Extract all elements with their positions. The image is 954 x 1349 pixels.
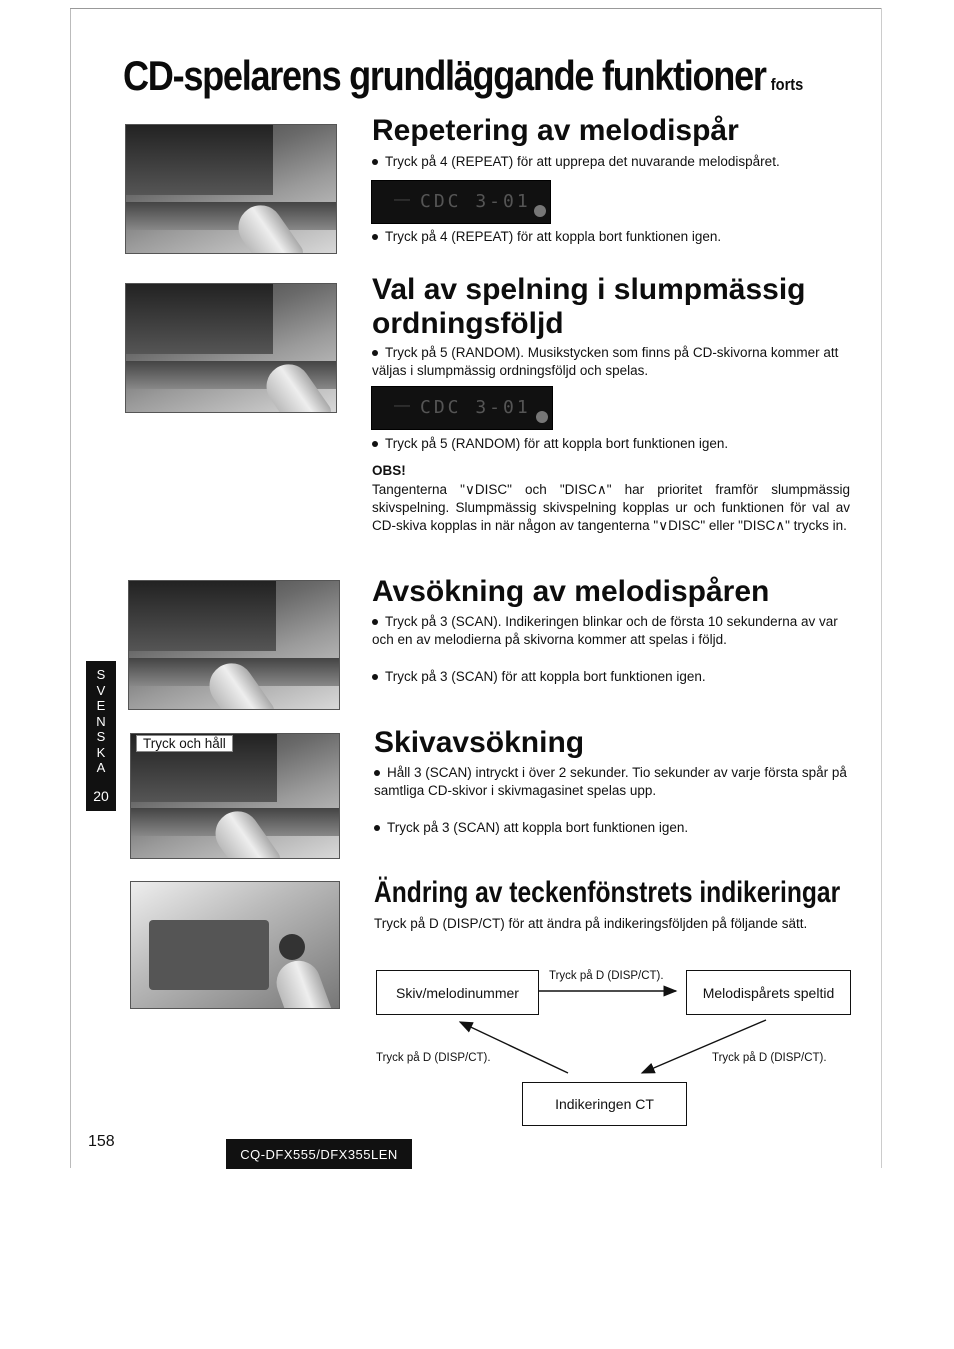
random-bullet-1: Tryck på 5 (RANDOM). Musikstycken som finns på CD-skivorna kommer att väljas i slumpmässig ordningsföljd och spelas. xyxy=(372,345,839,378)
side-tab-number: 20 xyxy=(93,788,109,804)
scan-bullet-2: Tryck på 3 (SCAN) för att koppla bort funktionen igen. xyxy=(372,668,852,686)
arrow-up-left-icon xyxy=(460,1022,568,1073)
obs-text: Tangenterna "∨DISC" och "DISC∧" har prioritet framför slumpmässig skivspelning. Slumpmässig skivspelning kopplas ur och funktionen för val av CD-skiva kopplas in när någon av tangenterna "∨DISC" eller "DISC∧" trycks in. xyxy=(372,482,850,533)
random-heading-line-2: ordningsföljd xyxy=(372,307,564,340)
obs-label: OBS! xyxy=(372,463,406,478)
arrow-label-top: Tryck på D (DISP/CT). xyxy=(549,970,664,982)
page-number: 158 xyxy=(88,1133,115,1150)
random-lcd-display: — CDC 3-01 xyxy=(371,386,553,430)
language-side-tab: S V E N S K A 20 xyxy=(86,661,116,811)
arrow-label-left: Tryck på D (DISP/CT). xyxy=(376,1052,491,1064)
repeat-lcd-display: — CDC 3-01 xyxy=(371,180,551,224)
lcd-text: CDC 3-01 xyxy=(420,397,531,418)
press-hold-label: Tryck och håll xyxy=(136,735,233,752)
box-ct-indicator: Indikeringen CT xyxy=(522,1082,687,1126)
scan-bullet-1: Tryck på 3 (SCAN). Indikeringen blinkar och de första 10 sekunderna av var och en av melodierna på skivorna kommer att spelas i följd. xyxy=(372,614,838,647)
arrow-label-right: Tryck på D (DISP/CT). xyxy=(712,1052,827,1064)
page-title-text: CD-spelarens grundläggande funktioner xyxy=(123,52,766,99)
display-heading: Ändring av teckenfönstrets indikeringar xyxy=(374,876,841,909)
disc-scan-heading: Skivavsökning xyxy=(374,726,585,759)
lcd-text: CDC 3-01 xyxy=(420,191,531,212)
random-bullet-2: Tryck på 5 (RANDOM) för att koppla bort funktionen igen. xyxy=(372,435,852,453)
disc-scan-bullet-1: Håll 3 (SCAN) intryckt i över 2 sekunder. Tio sekunder av varje första spår på samtliga CD-skivor i skivmagasinet spelas upp. xyxy=(374,765,847,798)
scan-heading: Avsökning av melodispåren xyxy=(372,575,770,608)
model-label: CQ-DFX555/DFX355LEN xyxy=(226,1139,412,1169)
disc-scan-bullet-2: Tryck på 3 (SCAN) att koppla bort funktionen igen. xyxy=(374,819,852,837)
box-disc-track-number: Skiv/melodinummer xyxy=(376,970,539,1015)
repeat-bullet-2: Tryck på 4 (REPEAT) för att koppla bort funktionen igen. xyxy=(372,228,852,246)
repeat-heading: Repetering av melodispår xyxy=(372,114,739,147)
random-heading-line-1: Val av spelning i slumpmässig xyxy=(372,273,806,306)
box-track-play-time: Melodispårets speltid xyxy=(686,970,851,1015)
display-intro: Tryck på D (DISP/CT) för att ändra på indikeringsföljden på följande sätt. xyxy=(374,916,808,931)
arrow-down-left-icon xyxy=(642,1020,766,1073)
repeat-bullet-1: Tryck på 4 (REPEAT) för att upprepa det nuvarande melodispåret. xyxy=(372,153,852,171)
title-suffix: forts xyxy=(770,75,804,94)
